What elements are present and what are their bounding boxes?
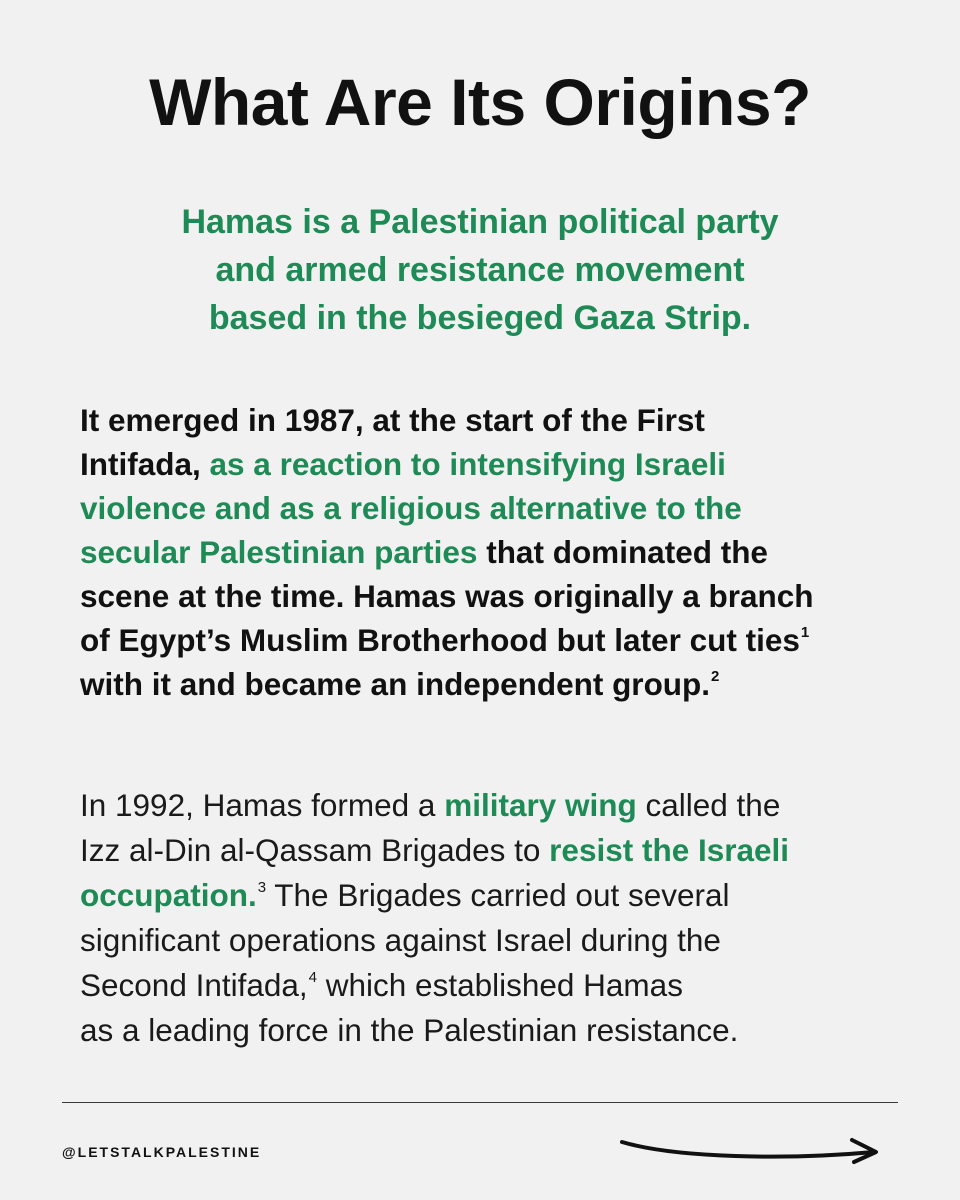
arrow-right-icon[interactable]	[616, 1128, 884, 1170]
highlight-text: secular Palestinian parties	[80, 534, 478, 570]
paragraph-text: called the	[636, 787, 781, 823]
paragraph-text: The Brigades carried out several	[266, 877, 730, 913]
paragraph-text: Second Intifada,	[80, 967, 308, 1003]
paragraph-text: Izz al-Din al-Qassam Brigades to	[80, 832, 550, 868]
intro-line: and armed resistance movement	[215, 251, 745, 289]
paragraph-line	[80, 530, 910, 574]
paragraph-text: Intifada,	[80, 446, 210, 482]
paragraph-line	[80, 442, 910, 486]
paragraph-line: significant operations against Israel during the	[80, 922, 721, 958]
paragraph-line	[80, 873, 910, 918]
paragraph-line	[80, 828, 910, 873]
footnote-marker: 4	[308, 969, 318, 986]
paragraph-line	[80, 963, 910, 1008]
account-handle: @LETSTALKPALESTINE	[62, 1144, 262, 1160]
paragraph-line: scene at the time. Hamas was originally a branch	[80, 578, 814, 614]
paragraph-text: which established Hamas	[317, 967, 683, 1003]
paragraph-text: In 1992, Hamas formed a	[80, 787, 445, 823]
footer-divider	[62, 1102, 898, 1103]
paragraph-text: of Egypt’s Muslim Brotherhood but later cut ties	[80, 622, 800, 658]
paragraph-line	[80, 662, 910, 706]
footnote-marker: 3	[257, 879, 267, 896]
paragraph-text: with it and became an independent group.	[80, 666, 711, 702]
intro-line: based in the besieged Gaza Strip.	[208, 299, 752, 337]
paragraph-text: that dominated the	[477, 534, 768, 570]
footnote-marker: 2	[711, 668, 720, 685]
paragraph-line: It emerged in 1987, at the start of the First	[80, 402, 705, 438]
highlight-text: as a reaction to intensifying Israeli	[209, 446, 726, 482]
highlight-text: occupation.	[80, 877, 257, 913]
highlight-text: resist the Israeli	[549, 832, 790, 868]
intro-statement	[80, 198, 880, 342]
military-wing-paragraph	[80, 783, 910, 1053]
highlight-line: violence and as a religious alternative to the	[80, 490, 742, 526]
highlight-text: military wing	[444, 787, 637, 823]
footnote-marker: 1	[800, 624, 810, 641]
origins-paragraph	[80, 398, 910, 706]
paragraph-line: as a leading force in the Palestinian resistance.	[80, 1012, 739, 1048]
paragraph-line	[80, 783, 910, 828]
page-title: What Are Its Origins?	[149, 65, 811, 139]
paragraph-line	[80, 618, 910, 662]
intro-line: Hamas is a Palestinian political party	[181, 203, 779, 241]
